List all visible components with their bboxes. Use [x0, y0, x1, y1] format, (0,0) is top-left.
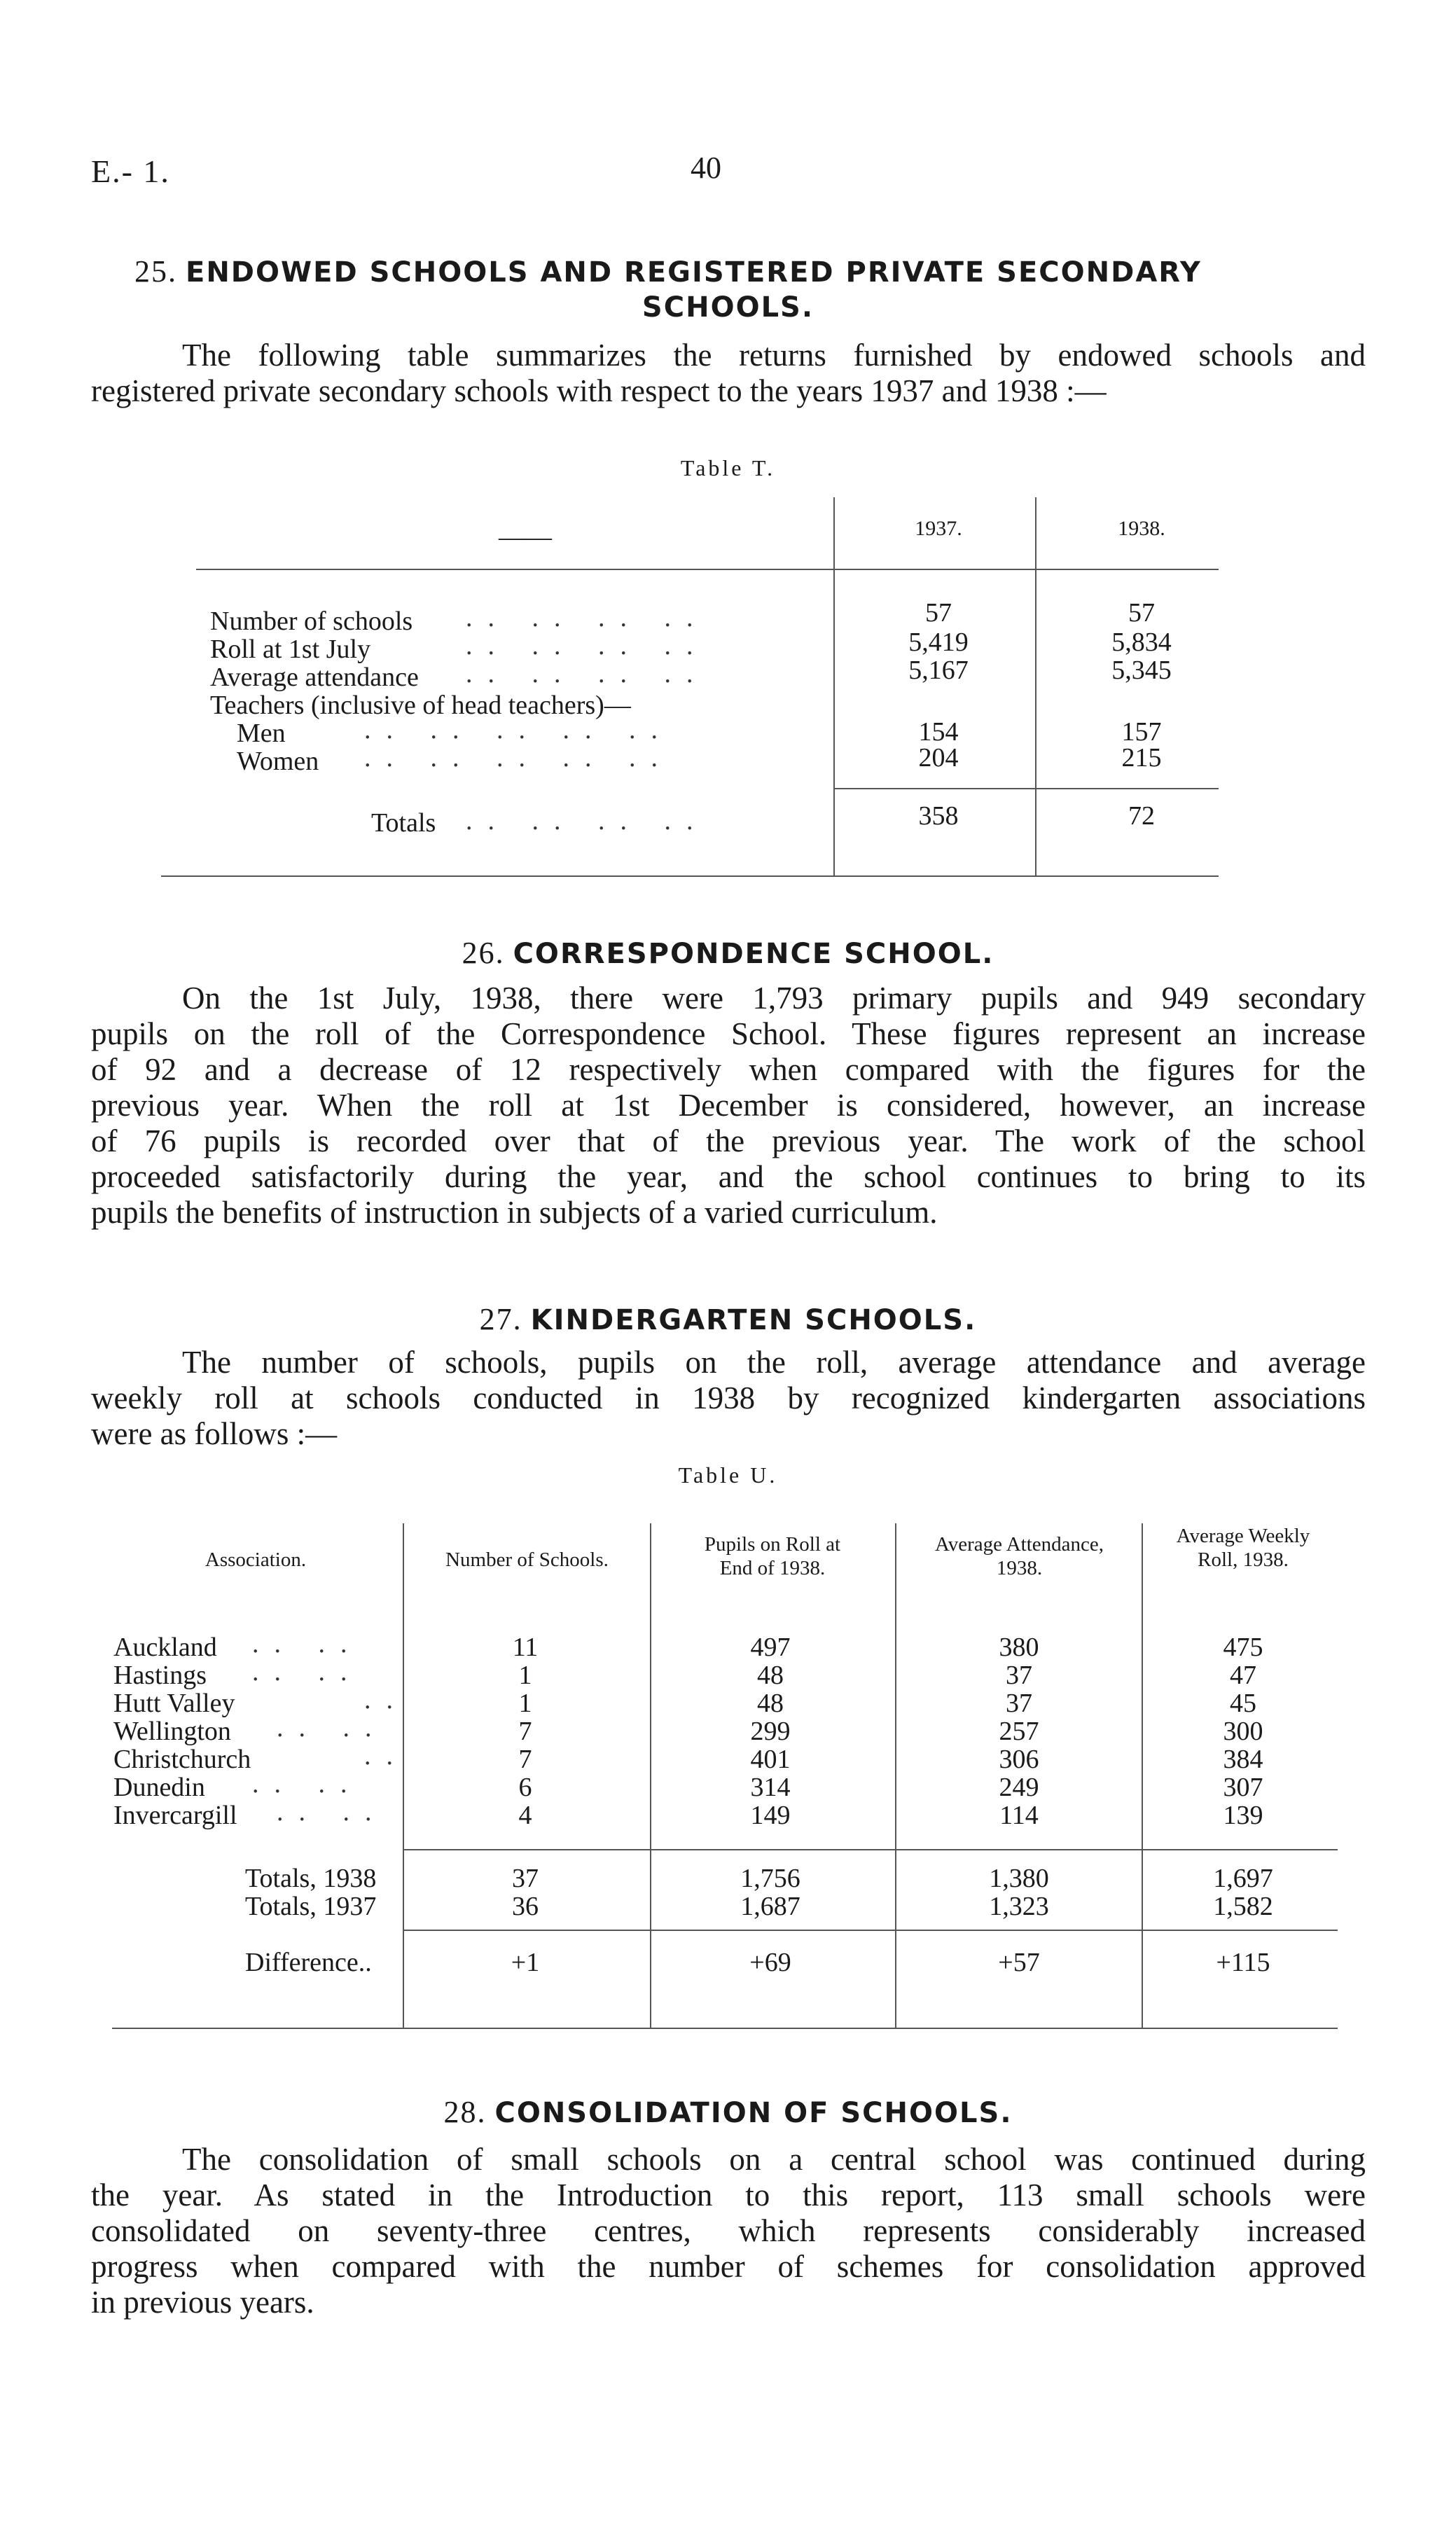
leader-dots: .. .. .. .. [466, 631, 709, 660]
leader-dots: .. .. [277, 1713, 387, 1743]
section-27-paragraph [91, 1345, 1366, 1452]
cell-roll: +69 [749, 1948, 791, 1977]
cell-schools: 4 [518, 1801, 532, 1830]
value-1938: 5,345 [1111, 656, 1172, 685]
text-line: the year. As stated in the Introduction to this report, 113 small schools were [91, 2177, 1366, 2213]
table-t-head-1938: 1938. [1118, 517, 1165, 540]
section-26-paragraph [91, 981, 1366, 1231]
text-line: The following table summarizes the returns furnished by endowed schools and [182, 338, 1366, 373]
cell-schools: 7 [518, 1717, 532, 1746]
cell-attendance: 249 [999, 1773, 1039, 1802]
section-25-heading-cont: SCHOOLS. [642, 291, 814, 324]
leader-dots: .. .. [252, 1769, 363, 1799]
section-number: 26. [462, 936, 505, 970]
cell-schools: 1 [518, 1689, 532, 1718]
cell-weekly: 475 [1223, 1633, 1263, 1662]
cell-roll: 48 [757, 1661, 784, 1690]
leader-dots: .. .. [277, 1797, 387, 1827]
text-line: The number of schools, pupils on the roll, average attendance and average [182, 1345, 1366, 1380]
cell-roll: 149 [750, 1801, 791, 1830]
col-head-weekly-line2: Roll, 1938. [1198, 1549, 1289, 1571]
cell-weekly: 45 [1230, 1689, 1256, 1718]
cell-weekly: 384 [1223, 1745, 1263, 1774]
section-number: 28. [443, 2095, 487, 2129]
totals-label: Totals, 1938 [245, 1864, 377, 1893]
leader-dots: .. .. .. .. [466, 603, 709, 632]
value-1937: 5,419 [908, 628, 969, 657]
cell-attendance: 1,323 [989, 1892, 1049, 1921]
text-line: were as follows :— [91, 1416, 338, 1451]
cell-schools: 1 [518, 1661, 532, 1690]
col-head-attendance-line2: 1938. [996, 1557, 1043, 1579]
cell-weekly: 139 [1223, 1801, 1263, 1830]
col-head-roll-line1: Pupils on Roll at [704, 1533, 841, 1556]
association-name: Hastings [113, 1661, 207, 1690]
leader-dots: .. .. [252, 1629, 363, 1659]
col-head-weekly-line1: Average Weekly [1176, 1525, 1310, 1547]
cell-weekly: 300 [1223, 1717, 1263, 1746]
col-head-attendance-line1: Average Attendance, [934, 1533, 1104, 1556]
value-1938: 215 [1121, 743, 1162, 773]
cell-roll: 1,687 [740, 1892, 800, 1921]
text-line: consolidated on seventy-three centres, which represents considerably increased [91, 2213, 1366, 2248]
section-27-heading [0, 1301, 1456, 1337]
value-1937: 204 [918, 743, 959, 773]
association-name: Hutt Valley [113, 1689, 235, 1718]
row-label: Men [237, 719, 286, 748]
section-28-heading [0, 2094, 1456, 2130]
leader-dots: .. [364, 1741, 408, 1771]
association-name: Christchurch [113, 1745, 251, 1774]
table-t-head-1937: 1937. [915, 517, 962, 540]
text-line: weekly roll at schools conducted in 1938 by recognized kindergarten associations [91, 1380, 1366, 1415]
cell-roll: 1,756 [740, 1864, 800, 1893]
table-t-head-blank: —— [499, 522, 552, 552]
section-title: CONSOLIDATION OF SCHOOLS. [494, 2097, 1013, 2129]
text-line: On the 1st July, 1938, there were 1,793 primary pupils and 949 secondary [182, 981, 1366, 1016]
text-line: pupils the benefits of instruction in subjects of a varied curriculum. [91, 1195, 938, 1230]
section-25-heading [134, 254, 1325, 289]
leader-dots: .. .. [252, 1657, 363, 1687]
text-line: previous year. When the roll at 1st December is considered, however, an increase [91, 1088, 1366, 1123]
cell-weekly: 1,582 [1213, 1892, 1273, 1921]
cell-schools: 6 [518, 1773, 532, 1802]
table-t-caption: Table T. [680, 455, 776, 480]
cell-attendance: +57 [998, 1948, 1040, 1977]
cell-attendance: 37 [1006, 1689, 1032, 1718]
cell-roll: 401 [750, 1745, 791, 1774]
cell-roll: 497 [750, 1633, 791, 1662]
row-label: Roll at 1st July [210, 635, 371, 664]
value-1937: 5,167 [908, 656, 969, 685]
cell-weekly: 1,697 [1213, 1864, 1273, 1893]
col-head-association: Association. [204, 1549, 307, 1571]
value-1938: 57 [1128, 598, 1155, 628]
cell-weekly: 47 [1230, 1661, 1256, 1690]
text-line: progress when compared with the number of schemes for consolidation approved [91, 2249, 1366, 2284]
association-name: Auckland [113, 1633, 217, 1662]
leader-dots: .. .. .. .. .. [364, 715, 673, 745]
difference-label: Difference.. [245, 1948, 372, 1977]
cell-schools: +1 [511, 1948, 540, 1977]
section-title: ENDOWED SCHOOLS AND REGISTERED PRIVATE SECONDARY [186, 256, 1202, 289]
row-label: Women [237, 747, 319, 776]
leader-dots: .. .. .. .. [466, 806, 709, 836]
leader-dots: .. .. .. .. [466, 659, 709, 688]
totals-1938: 72 [1128, 801, 1155, 831]
cell-schools: 7 [518, 1745, 532, 1774]
table-u-caption: Table U. [678, 1462, 778, 1488]
text-line: of 92 and a decrease of 12 respectively when compared with the figures for the [91, 1052, 1366, 1087]
cell-roll: 48 [757, 1689, 784, 1718]
cell-attendance: 37 [1006, 1661, 1032, 1690]
cell-schools: 36 [512, 1892, 539, 1921]
row-label: Number of schools [210, 607, 413, 636]
cell-schools: 37 [512, 1864, 539, 1893]
association-name: Dunedin [113, 1773, 205, 1802]
cell-schools: 11 [512, 1633, 539, 1662]
text-line: of 76 pupils is recorded over that of the previous year. The work of the school [91, 1123, 1366, 1158]
cell-attendance: 114 [999, 1801, 1039, 1830]
section-28-paragraph [91, 2142, 1366, 2320]
section-title: KINDERGARTEN SCHOOLS. [530, 1304, 977, 1336]
section-26-heading [0, 935, 1456, 971]
leader-dots: .. .. .. .. .. [364, 743, 673, 773]
cell-weekly: +115 [1216, 1948, 1270, 1977]
text-line: proceeded satisfactorily during the year, and the school continues to bring to its [91, 1159, 1366, 1194]
section-title: CORRESPONDENCE SCHOOL. [513, 938, 994, 970]
section-number: 27. [479, 1302, 522, 1336]
cell-roll: 314 [750, 1773, 791, 1802]
section-number: 25. [134, 254, 177, 289]
value-1937: 57 [925, 598, 952, 628]
row-label: Teachers (inclusive of head teachers)— [210, 691, 631, 720]
leader-dots: .. [364, 1685, 408, 1715]
association-name: Wellington [113, 1717, 231, 1746]
col-head-weekly [1149, 1524, 1338, 1572]
value-1937: 154 [918, 717, 959, 747]
totals-1937: 358 [918, 801, 959, 831]
col-head-schools: Number of Schools. [445, 1549, 609, 1571]
text-line: registered private secondary schools with respect to the years 1937 and 1938 :— [91, 373, 1107, 408]
cell-attendance: 306 [999, 1745, 1039, 1774]
page-reference: E.- 1. [91, 153, 170, 189]
col-head-attendance [902, 1532, 1137, 1580]
value-1938: 157 [1121, 717, 1162, 747]
cell-attendance: 1,380 [989, 1864, 1049, 1893]
section-25-paragraph [91, 338, 1366, 409]
col-head-roll [657, 1532, 888, 1580]
cell-attendance: 380 [999, 1633, 1039, 1662]
cell-roll: 299 [750, 1717, 791, 1746]
value-1938: 5,834 [1111, 628, 1172, 657]
totals-label: Totals [371, 808, 436, 838]
association-name: Invercargill [113, 1801, 237, 1830]
text-line: pupils on the roll of the Correspondence School. These figures represent an increase [91, 1016, 1366, 1051]
cell-weekly: 307 [1223, 1773, 1263, 1802]
cell-attendance: 257 [999, 1717, 1039, 1746]
row-label: Average attendance [210, 663, 419, 692]
totals-label: Totals, 1937 [245, 1892, 377, 1921]
text-line: in previous years. [91, 2285, 314, 2320]
page-number: 40 [691, 151, 721, 185]
text-line: The consolidation of small schools on a central school was continued during [182, 2142, 1366, 2177]
col-head-roll-line2: End of 1938. [719, 1557, 826, 1579]
